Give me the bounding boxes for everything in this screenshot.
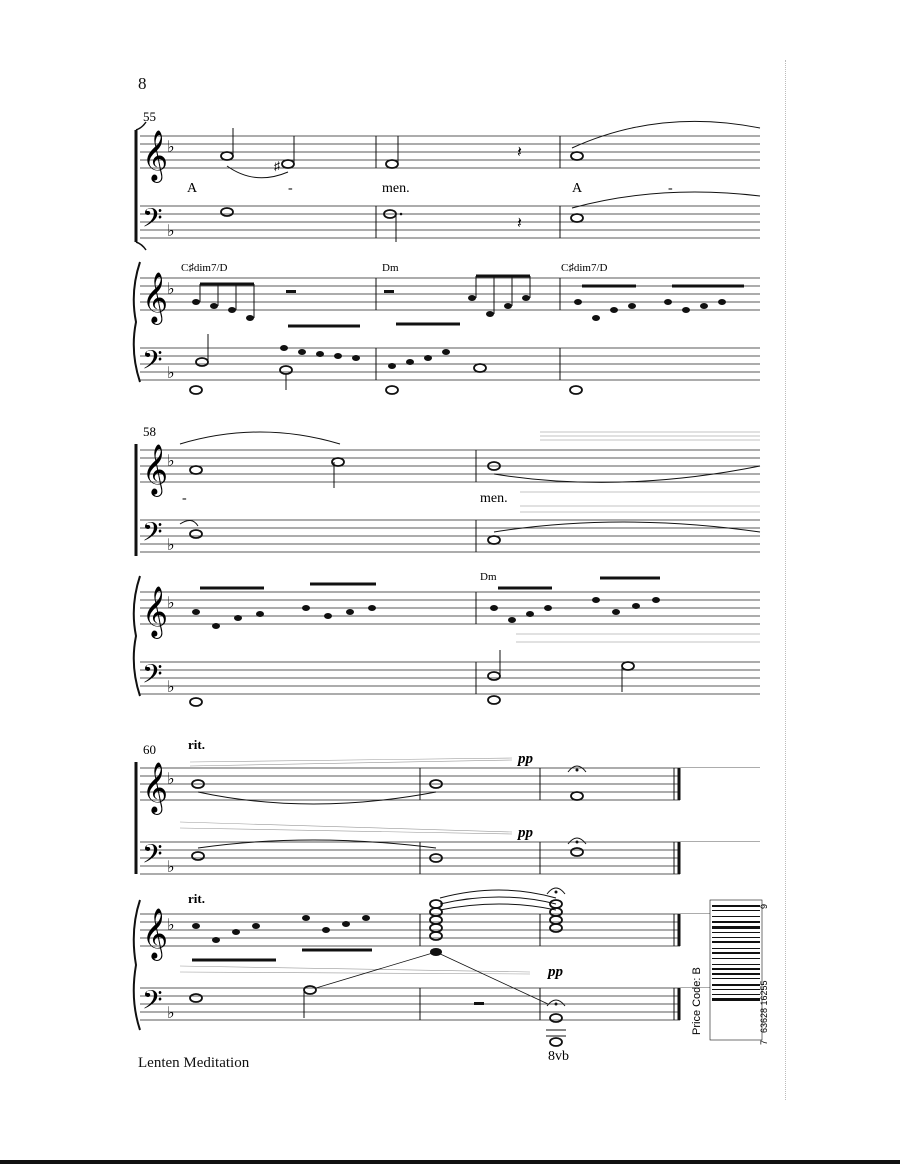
svg-text:𝄞: 𝄞 [142,909,169,958]
svg-text:♯: ♯ [274,159,280,173]
system-2 [134,424,760,706]
treble-clef-icon: 𝄞 [142,131,169,180]
tempo-mark: rit. [188,891,205,906]
svg-text:♭: ♭ [167,537,175,554]
barcode-bar [712,984,760,986]
lyric: men. [382,181,410,196]
barcode-digit-left: 7 [759,1039,769,1045]
barcode-bar [712,994,760,995]
lyric-hyphen: - [668,181,673,196]
svg-text:♭: ♭ [167,859,175,876]
svg-text:♭: ♭ [167,453,175,470]
chord-symbol: C♯dim7/D [561,262,608,274]
barcode-bar [712,978,760,979]
piano-brace [134,262,140,382]
barcode-bar [712,905,760,907]
barcode-bar [712,968,760,970]
barcode-icon [690,895,770,1045]
dynamic-mark: pp [518,825,533,841]
measure-number-60: 60 [143,742,156,757]
svg-text:𝄢: 𝄢 [142,659,163,695]
svg-text:♭: ♭ [167,771,175,788]
barcode-bar [712,964,760,965]
barcode-bar [712,973,760,975]
barcode-bar [712,958,760,959]
footer-title: Lenten Meditation [138,1055,250,1071]
svg-text:♭: ♭ [167,223,175,240]
dynamic-mark: pp [518,751,533,767]
chord-symbol: C♯dim7/D [181,262,228,274]
svg-text:𝄞: 𝄞 [142,273,169,322]
lyric-hyphen: - [182,491,187,506]
barcode-digit-right: 9 [759,903,769,909]
svg-text:𝄽: 𝄽 [517,215,522,232]
barcode-bar [712,926,760,929]
svg-text:♭: ♭ [167,281,175,298]
svg-text:♭: ♭ [167,679,175,696]
barcode-digits: 63628 16255 [759,980,769,1033]
chord-symbol: Dm [382,262,399,274]
lyric: men. [480,491,508,506]
svg-text:𝄢: 𝄢 [142,839,163,875]
svg-text:♭: ♭ [167,365,175,382]
svg-text:𝄢: 𝄢 [142,345,163,381]
barcode-bar [712,932,760,933]
svg-text:♭: ♭ [167,917,175,934]
svg-text:𝄽: 𝄽 [517,144,522,161]
lyric: A [187,181,198,196]
svg-text:𝄞: 𝄞 [142,445,169,494]
dynamic-mark: pp [548,964,563,980]
barcode-bar [712,910,760,911]
barcode-bar [712,948,760,949]
svg-text:𝄞: 𝄞 [142,587,169,636]
chord-symbol: Dm [480,571,497,583]
svg-text:𝄞: 𝄞 [142,763,169,812]
svg-text:𝄢: 𝄢 [142,517,163,553]
barcode-bar [712,921,760,923]
system-1 [134,109,760,394]
system-3 [134,737,760,1064]
barcode-bar [712,937,760,938]
svg-text:♭: ♭ [167,595,175,612]
lyric-hyphen: - [288,181,293,196]
barcode-bar [712,941,760,943]
bass-clef-icon: 𝄢 [142,203,163,239]
barcode-bar [712,989,760,990]
barcode-bar [712,998,760,1001]
measure-number-58: 58 [143,424,156,439]
tempo-mark: rit. [188,737,205,752]
lyric: A [572,181,583,196]
measure-number-55: 55 [143,109,156,124]
price-code: Price Code: B [691,967,703,1035]
svg-text:𝄢: 𝄢 [142,985,163,1021]
barcode-bar [712,916,760,917]
ottava-mark: 8vb [548,1049,569,1064]
page-number: 8 [138,74,147,93]
barcode-bar [712,952,760,954]
barcode [690,895,770,1045]
flat-key-signature: ♭ [167,139,175,156]
svg-text:♭: ♭ [167,1005,175,1022]
